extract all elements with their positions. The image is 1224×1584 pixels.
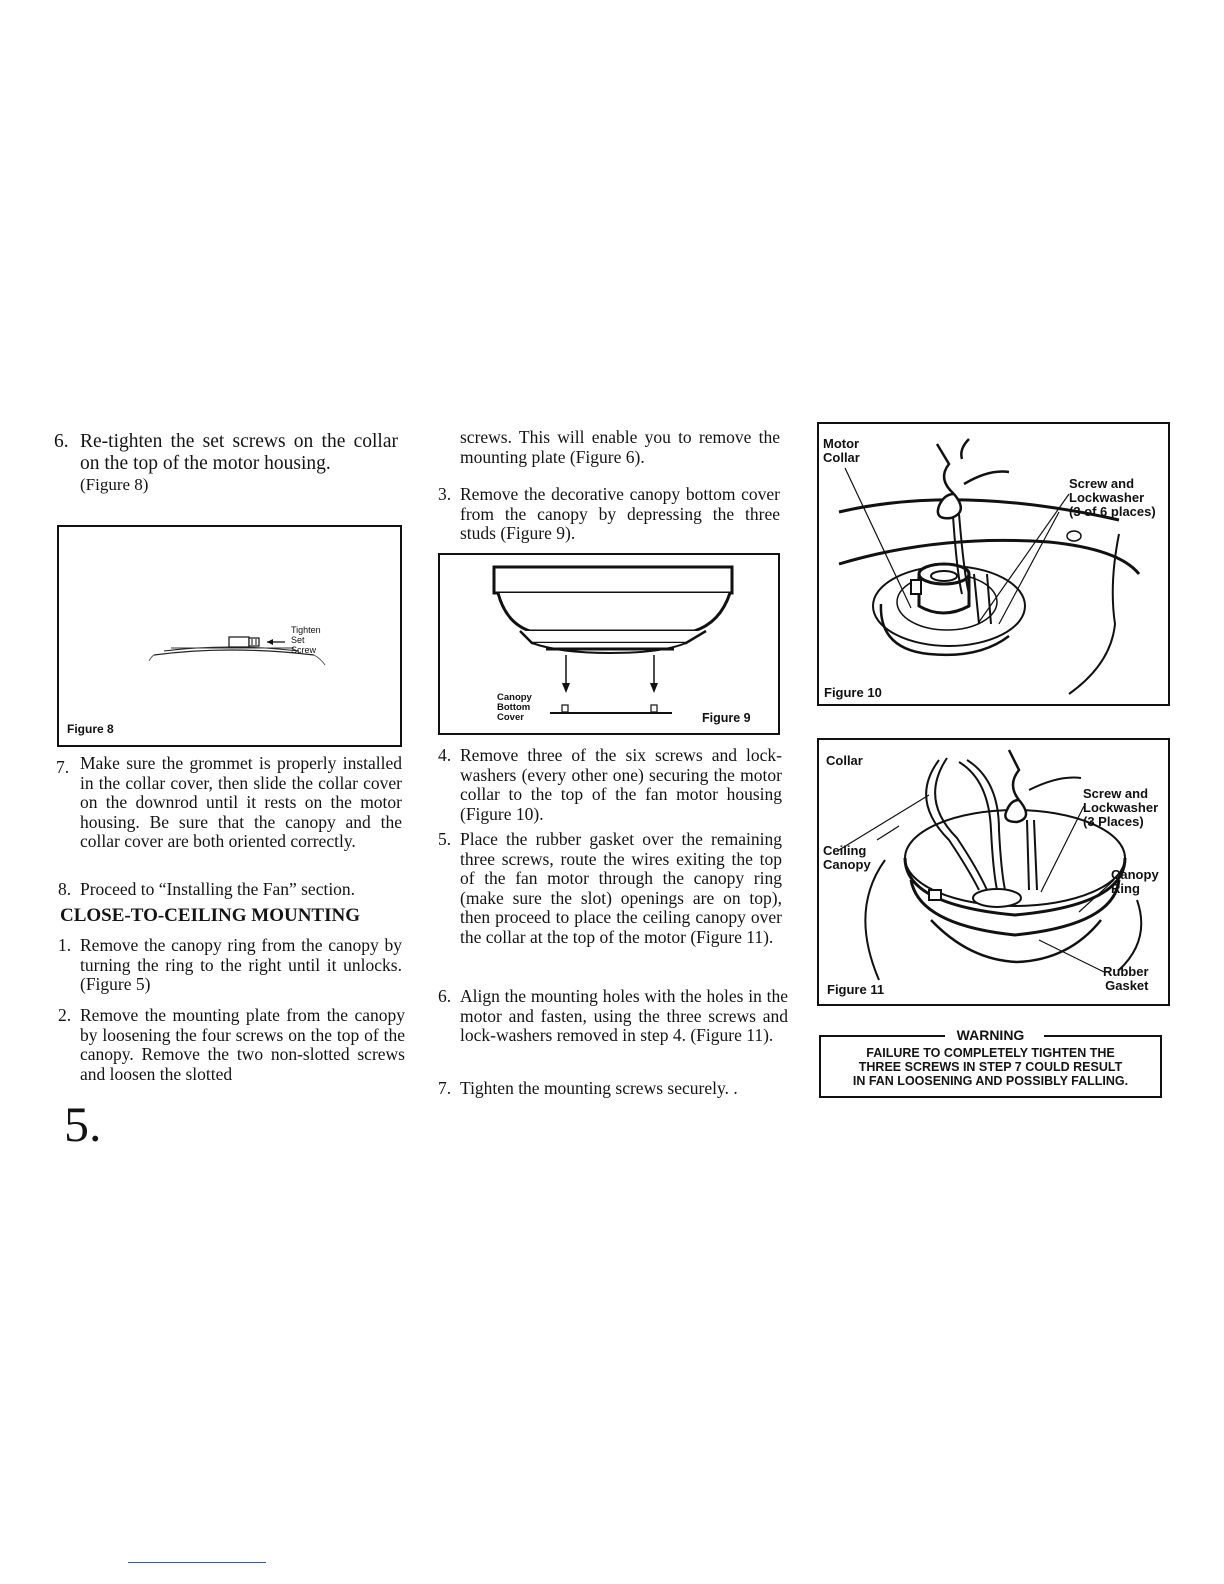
screw-lockwasher-label	[1069, 477, 1156, 519]
ceiling-step-2-continued: screws. This will enable you to remove the mounting plate (Figure 6).	[460, 427, 780, 467]
warning-title: WARNING	[956, 1027, 1025, 1043]
label-line: Collar	[823, 450, 860, 465]
figure-reference: (Figure 8)	[80, 475, 149, 494]
step-number: 3.	[438, 484, 452, 504]
step-text: Remove the decorative canopy bottom cover from the canopy by depressing the three studs (Figure 9).	[460, 484, 780, 543]
label-line: Ring	[1111, 881, 1140, 896]
step-number: 7.	[438, 1078, 452, 1098]
label-line: Motor	[823, 436, 860, 451]
step-number: 6.	[54, 431, 69, 452]
label-line: Canopy	[1111, 867, 1159, 882]
canopy-bottom-cover-label	[497, 693, 532, 723]
footer-rule	[128, 1562, 266, 1563]
label-line: Rubber	[1103, 964, 1149, 979]
label-line: Gasket	[1105, 978, 1149, 993]
tighten-set-screw-label	[291, 625, 321, 655]
label-line: Set	[291, 635, 305, 645]
screw-lockwasher-label	[1083, 787, 1158, 829]
step-text: Align the mounting holes with the holes in the motor and fasten, using the three screws and lock-washers removed in step 4. (Figure 11).	[460, 986, 788, 1045]
ceiling-step-5	[438, 829, 782, 947]
figure-9	[438, 553, 780, 735]
label-line: Screw and	[1069, 476, 1135, 491]
label-line: Cover	[497, 712, 524, 723]
figure-10	[817, 422, 1170, 706]
step-8	[58, 879, 402, 900]
figure-8	[57, 525, 402, 747]
figure-caption: Figure 8	[67, 722, 114, 736]
label-line: Lockwasher	[1083, 800, 1159, 815]
warning-line: THREE SCREWS IN STEP 7 COULD RESULT	[858, 1060, 1123, 1074]
ceiling-canopy-label	[823, 844, 871, 872]
step-text: Remove the canopy ring from the canopy by turning the ring to the right until it unlocks. (Figure 5)	[80, 935, 402, 994]
label-line: Screw and	[1083, 786, 1149, 801]
label-line: (3 Places)	[1083, 814, 1144, 829]
step-text: Proceed to “Installing the Fan” section.	[80, 879, 356, 899]
step-6	[54, 431, 398, 495]
step-number: 8.	[58, 879, 72, 899]
step-text: Tighten the mounting screws securely. .	[460, 1078, 738, 1098]
label-line: Bottom	[497, 702, 531, 713]
label-line: Tighten	[291, 625, 321, 635]
step-text: Place the rubber gasket over the remaining three screws, route the wires exiting the top of the fan motor through the canopy ring (make sure the slot) openings are on top), then proceed to place the ceiling canopy over the collar at the top of the motor (Figure 11).	[460, 829, 782, 947]
collar-label: Collar	[826, 753, 863, 768]
figure-9-drawing	[440, 555, 778, 733]
label-line: Canopy	[497, 692, 532, 703]
step-number: 2.	[58, 1005, 72, 1025]
figure-caption: Figure 11	[827, 982, 885, 997]
figure-11	[817, 738, 1170, 1006]
label-line: Screw	[291, 645, 317, 655]
rubber-gasket-label	[1103, 965, 1149, 993]
warning-line: IN FAN LOOSENING AND POSSIBLY FALLING.	[852, 1074, 1129, 1088]
step-text: Remove three of the six screws and lock-washers (every other one) securing the motor collar to the top of the fan motor housing (Figure 10).	[460, 745, 782, 824]
ceiling-step-6	[438, 986, 788, 1046]
label-line: Ceiling	[823, 843, 867, 858]
step-number: 6.	[438, 986, 452, 1006]
step-number: 1.	[58, 935, 72, 955]
motor-collar-label	[823, 437, 860, 465]
figure-10-drawing	[819, 424, 1168, 704]
step-number: 5.	[438, 829, 452, 849]
page-number: 5.	[64, 1096, 102, 1152]
step-7	[56, 753, 402, 852]
canopy-ring-label	[1111, 868, 1159, 896]
step-text: Make sure the grommet is properly installed in the collar cover, then slide the collar cover on the downrod until it rests on the motor housing. Be sure that the canopy and the collar cover are both oriented correctly.	[80, 753, 402, 851]
step-text: Remove the mounting plate from the canopy by loosening the four screws on the top of the canopy. Remove the two non-slotted screws and loosen the slotted	[80, 1005, 405, 1084]
figure-caption: Figure 9	[702, 711, 751, 725]
ceiling-step-7	[438, 1078, 782, 1099]
step-text: Re-tighten the set screws on the collar on the top of the motor housing.	[80, 431, 398, 474]
ceiling-step-1	[58, 935, 402, 995]
label-line: Canopy	[823, 857, 871, 872]
ceiling-step-2	[58, 1005, 405, 1084]
figure-caption: Figure 10	[824, 685, 882, 700]
step-number: 4.	[438, 745, 452, 765]
warning-text	[821, 1046, 1160, 1088]
warning-line: FAILURE TO COMPLETELY TIGHTEN THE	[866, 1046, 1115, 1060]
step-number: 7.	[56, 757, 70, 777]
figure-8-drawing	[59, 527, 400, 745]
ceiling-step-3	[438, 484, 780, 544]
warning-box	[819, 1027, 1162, 1098]
label-line: (3 of 6 places)	[1069, 504, 1156, 519]
ceiling-step-4	[438, 745, 782, 824]
section-heading: CLOSE-TO-CEILING MOUNTING	[60, 905, 361, 926]
label-line: Lockwasher	[1069, 490, 1145, 505]
